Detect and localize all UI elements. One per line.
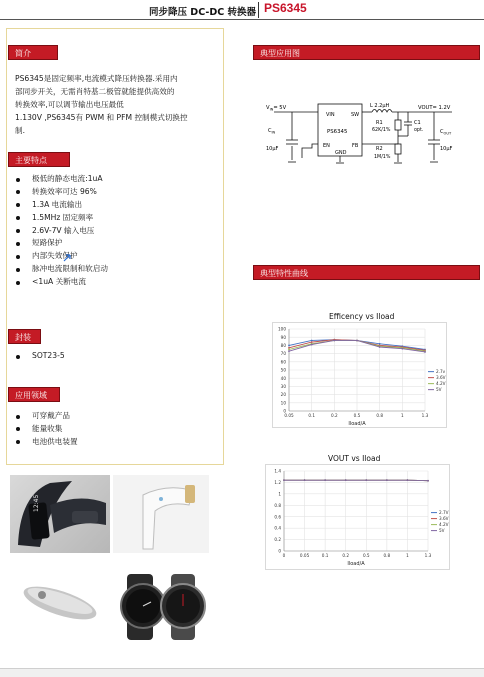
y-tick-label: 0.2 (274, 537, 281, 543)
x-tick-label: 0.8 (383, 553, 391, 558)
data-point (427, 480, 429, 482)
r1-label: R1 (376, 120, 383, 126)
data-point (345, 479, 347, 481)
features-list (15, 173, 108, 289)
x-tick-label: 0.5 (353, 413, 361, 418)
r2-label: R2 (376, 146, 383, 152)
pin-en: EN (323, 143, 330, 149)
data-point (311, 344, 313, 346)
y-tick-label: 0.4 (274, 525, 281, 531)
y-tick-label: 1.4 (274, 468, 281, 474)
list-item: <1uA 关断电流 (15, 276, 108, 289)
smartwatch-photo (113, 572, 209, 642)
legend-label: 3.6V (436, 375, 446, 381)
data-point (288, 350, 290, 352)
intro-line: 部同步开关，无需肖特基二极管就能提供高效的 (15, 87, 175, 96)
x-tick-label: 0.05 (284, 413, 294, 418)
legend-label: 4.2V (439, 522, 449, 528)
vin-label: $V_{IN}= 5V$ (266, 105, 287, 112)
applications-list (15, 410, 78, 449)
y-tick-label: 10 (280, 400, 286, 406)
list-item: 可穿戴产品 (15, 410, 78, 423)
handheld-device-image (113, 475, 209, 553)
list-item: 脉冲电流限制和软启动 (15, 263, 108, 276)
data-point (288, 349, 290, 351)
data-point (288, 345, 290, 347)
list-item: 转换效率可达 96% (15, 186, 108, 199)
data-point (424, 351, 426, 353)
x-tick-label: 1 (400, 413, 404, 418)
r1-value: 62K/1% (372, 128, 391, 133)
cout-label: $C_{OUT}$ (440, 129, 452, 136)
y-tick-label: 0 (283, 408, 286, 414)
y-tick-label: 40 (280, 375, 286, 381)
cout-value: 10μF (440, 146, 453, 152)
data-point (324, 479, 326, 481)
y-tick-label: 50 (280, 367, 286, 373)
data-point (379, 346, 381, 348)
y-tick-label: 100 (278, 326, 286, 332)
section-typical-curves-heading: 典型特性曲线 (253, 265, 480, 280)
r2-value: 1M/1% (374, 155, 391, 160)
data-point (333, 340, 335, 342)
y-tick-label: 70 (280, 351, 286, 357)
section-typical-app-heading: 典型应用图 (253, 45, 480, 60)
y-tick-label: 90 (280, 334, 286, 340)
vout-chart-svg (266, 465, 451, 571)
list-item: SOT23-5 (15, 350, 65, 363)
y-tick-label: 30 (280, 384, 286, 389)
legend-label: 5V (436, 387, 442, 393)
intro-line: PS6345是固定频率,电流模式降压转换器.采用内 (15, 74, 178, 83)
x-tick-label: 0.1 (321, 553, 329, 558)
remote-photo (10, 575, 106, 635)
data-point (304, 479, 306, 481)
header-rule (0, 19, 484, 20)
list-item: 能量收集 (15, 423, 78, 436)
x-tick-label: 0.8 (376, 413, 384, 418)
pin-vin: VIN (326, 112, 335, 118)
section-package-heading: 封装 (8, 329, 41, 344)
application-circuit-diagram (262, 100, 462, 172)
data-point (365, 479, 367, 481)
fitness-band-photo (10, 475, 110, 553)
y-tick-label: 20 (280, 392, 286, 398)
handheld-device-photo (113, 475, 209, 553)
y-tick-label: 0.8 (274, 502, 281, 508)
x-tick-label: 1 (406, 553, 409, 558)
data-point (311, 340, 313, 342)
list-item: 1.3A 电流输出 (15, 199, 108, 212)
legend-label: 4.2V (436, 381, 446, 387)
list-item: 内部失效保护 (15, 250, 108, 263)
inductor-label: L 2.2μH (370, 103, 390, 109)
vout-label: VOUT= 1.2V (418, 105, 451, 111)
x-tick-label: 1.3 (424, 553, 432, 558)
legend-label: 2.7v (436, 369, 446, 375)
x-axis-label: Iload/A (348, 421, 366, 427)
y-tick-label: 80 (280, 343, 286, 348)
efficiency-chart-svg (273, 323, 448, 429)
x-tick-label: 0.2 (330, 413, 338, 418)
x-tick-label: 0.2 (342, 553, 350, 558)
pin-gnd: GND (335, 150, 347, 156)
y-tick-label: 0.6 (274, 514, 281, 520)
package-list (15, 350, 65, 363)
x-tick-label: 0.05 (299, 553, 310, 558)
intro-line: 制. (15, 126, 26, 135)
list-item: 电池供电装置 (15, 436, 78, 449)
section-applications-heading: 应用领域 (8, 387, 60, 402)
data-point (401, 348, 403, 350)
data-point (288, 347, 290, 349)
x-tick-label: 0.1 (308, 413, 316, 418)
x-tick-label: 0 (282, 553, 286, 558)
c1-label: C1 (414, 120, 421, 126)
model-number: PS6345 (264, 1, 307, 15)
band-time-text: 12:45 (33, 494, 40, 512)
legend-label: 3.6V (439, 516, 449, 522)
section-features-heading: 主要特点 (8, 152, 70, 167)
intro-line: 转换效率,可以调节输出电压最低 (15, 100, 124, 109)
data-point (386, 479, 388, 481)
efficiency-chart (272, 322, 447, 428)
vout-chart (265, 464, 450, 570)
list-item: 2.6V-7V 输入电压 (15, 225, 108, 238)
section-intro-heading: 简介 (8, 45, 58, 60)
data-point (407, 479, 409, 481)
list-item: 极低的静态电流:1uA (15, 173, 108, 186)
series-line (284, 480, 428, 481)
legend-label: 5V (439, 528, 445, 534)
smartwatch-image (113, 572, 209, 642)
x-axis-label: Iload/A (347, 561, 365, 567)
intro-paragraph (15, 72, 215, 137)
y-tick-label: 0 (278, 548, 281, 554)
cursor-arrow-icon (62, 253, 72, 263)
y-tick-label: 1 (278, 491, 281, 497)
x-tick-label: 1.3 (421, 413, 429, 418)
pin-fb: FB (352, 143, 359, 149)
bottom-toolbar (0, 668, 484, 677)
chart2-title: VOUT vs Iload (328, 454, 381, 463)
fitness-band-image (10, 475, 110, 553)
legend-label: 2.7V (439, 510, 449, 516)
cin-value: 10μF (266, 146, 279, 152)
list-item: 短路保护 (15, 237, 108, 250)
list-item: 1.5MHz 固定频率 (15, 212, 108, 225)
cin-label: $C_{IN}$ (268, 128, 276, 135)
data-point (379, 343, 381, 345)
data-point (283, 479, 285, 481)
document-title: 同步降压 DC-DC 转换器 (149, 7, 256, 18)
data-point (311, 341, 313, 343)
header-separator (258, 2, 259, 18)
pin-sw: SW (351, 112, 360, 118)
intro-line: 1.130V ,PS6345有 PWM 和 PFM 控制模式切换控 (15, 113, 188, 122)
remote-image (10, 575, 106, 635)
y-tick-label: 1.2 (274, 480, 281, 486)
x-tick-label: 0.5 (362, 553, 370, 558)
ic-label: PS6345 (327, 129, 348, 135)
data-point (356, 340, 358, 342)
chart1-title: Efficency vs Iload (329, 312, 395, 321)
y-tick-label: 60 (280, 359, 286, 365)
c1-value: opt. (414, 128, 424, 133)
